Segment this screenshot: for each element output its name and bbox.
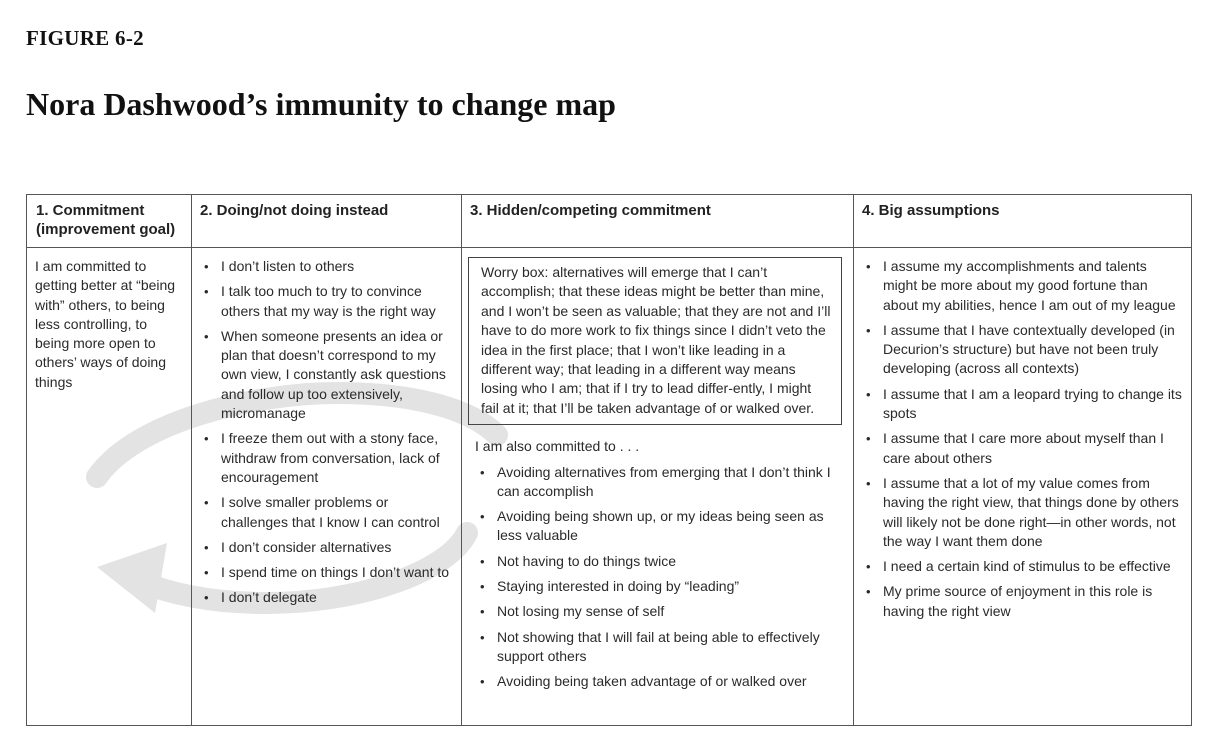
hidden-list (475, 463, 841, 692)
list-item: • I assume my accomplishments and talents might be more about my good fortune than about my abilities, hence I am out of my league (861, 257, 1183, 315)
commitment-statement: I am committed to getting better at “being with” others, to being less controlling, to being more open to others’ ways of doing things (35, 258, 176, 390)
column-commitment (27, 195, 191, 725)
list-item: • I assume that a lot of my value comes from having the right view, that things done by others will likely not be done right—in other words, not the way I want them done (861, 474, 1183, 551)
list-item: • I need a certain kind of stimulus to be effective (861, 557, 1183, 576)
list-item: • When someone presents an idea or plan that doesn’t correspond to my own view, I constantly ask questions and follow up too extensively, micromanage (199, 327, 453, 423)
column-hidden (461, 195, 853, 725)
worry-box: Worry box: alternatives will emerge that I can’t accomplish; that these ideas might be better than mine, and I won’t be seen as valuable; that they are not and I’ll have to do more work to fix things since I didn’t veto the idea in the first place; that I won’t like leading in a different way; that leading in a different way means losing who I am; that if I try to lead differ-ently, I might fail at it; that I’ll be taken advantage of or walked over. (468, 257, 842, 425)
figure-title: Nora Dashwood’s immunity to change map (26, 86, 616, 122)
list-item: • Not having to do things twice (475, 552, 841, 571)
list-item: • My prime source of enjoyment in this role is having the right view (861, 582, 1183, 621)
list-item: • I assume that I am a leopard trying to change its spots (861, 385, 1183, 424)
immunity-map-table (26, 194, 1192, 726)
list-item: • Avoiding being taken advantage of or walked over (475, 672, 841, 691)
doing-list (199, 257, 453, 608)
also-committed (469, 437, 841, 691)
column-doing (191, 195, 461, 725)
list-item: • I don’t listen to others (199, 257, 453, 276)
list-item: • I spend time on things I don’t want to (199, 563, 453, 582)
figure-label: FIGURE 6-2 (26, 26, 144, 50)
column-header-doing: 2. Doing/not doing instead (200, 202, 389, 219)
column-assumptions (853, 195, 1193, 725)
list-item: • I freeze them out with a stony face, withdraw from conversation, lack of encouragement (199, 429, 453, 487)
also-committed-lead: I am also committed to . . . (475, 438, 640, 455)
list-item: • I don’t consider alternatives (199, 538, 453, 557)
list-item: • I talk too much to try to convince others that my way is the right way (199, 282, 453, 321)
list-item: • Staying interested in doing by “leading” (475, 577, 841, 596)
column-header-commitment: 1. Commitment (improvement goal) (36, 202, 176, 238)
assumptions-list (861, 257, 1183, 621)
list-item: • Not showing that I will fail at being able to effectively support others (475, 628, 841, 667)
list-item: • I assume that I care more about myself than I care about others (861, 429, 1183, 468)
list-item: • Avoiding alternatives from emerging that I don’t think I can accomplish (475, 463, 841, 502)
list-item: • I solve smaller problems or challenges that I know I can control (199, 493, 453, 532)
list-item: • I assume that I have contextually developed (in Decurion’s structure) but have not been truly developing (across all contexts) (861, 321, 1183, 379)
list-item: • Not losing my sense of self (475, 602, 841, 621)
column-header-hidden: 3. Hidden/competing commitment (470, 202, 711, 219)
list-item: • I don’t delegate (199, 588, 453, 607)
column-header-assumptions: 4. Big assumptions (862, 202, 1000, 219)
list-item: • Avoiding being shown up, or my ideas being seen as less valuable (475, 507, 841, 546)
